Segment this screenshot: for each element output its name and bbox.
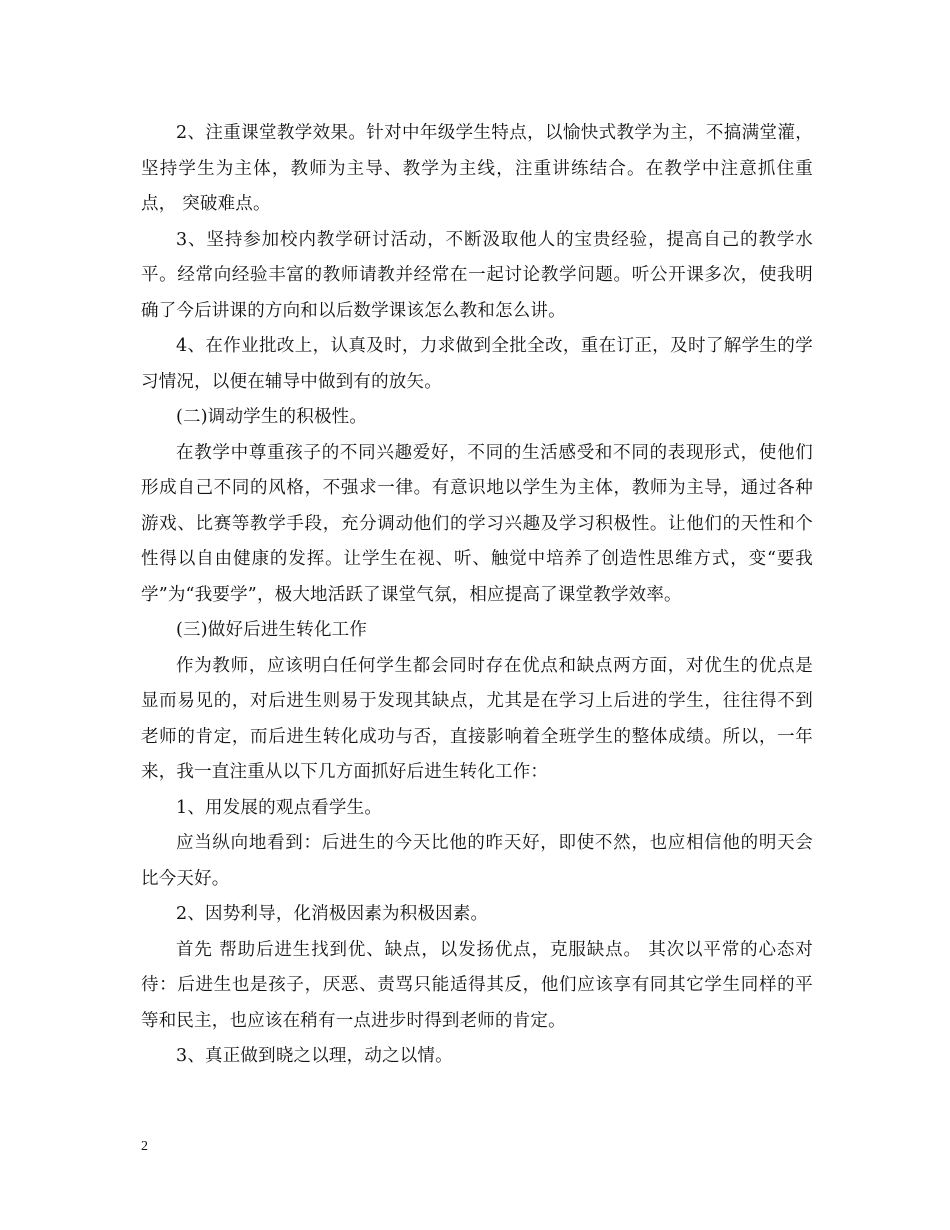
paragraph-item-2-guidance: 2、因势利导，化消极因素为积极因素。: [176, 904, 489, 924]
paragraph-student-motivation: 在教学中尊重孩子的不同兴趣爱好，不同的生活感受和不同的表现形式，使他们形成自己不同的风格，不强求一律。有意识地以学生为主体，教师为主导，通过各种游戏、比赛等教学手段，充分调动他们的学习兴趣及学习积极性。让他们的天性和个性得以自由健康的发挥。让学生在视、听、触觉中培养了创造性思维方式，变“要我学”为“我要学”，极大地活跃了课堂气氛，相应提高了课堂教学效率。: [141, 442, 813, 605]
paragraph-item-3-reason-and-emotion: 3、真正做到晓之以理，动之以情。: [176, 1046, 453, 1066]
paragraph-item-3-teaching-research: 3、坚持参加校内教学研讨活动，不断汲取他人的宝贵经验，提高自己的教学水平。经常向经验丰富的教师请教并经常在一起讨论教学问题。听公开课多次，使我明确了今后讲课的方向和以后数学课该怎么教和怎么讲。: [141, 229, 813, 321]
page-number: 2: [141, 1139, 148, 1154]
paragraph-guidance-detail: 首先 帮助后进生找到优、缺点，以发扬优点，克服缺点。 其次以平常的心态对待：后进生也是孩子，厌恶、责骂只能适得其反，他们应该享有同其它学生同样的平等和民主，也应该在稍有一点进步时得到老师的肯定。: [141, 939, 813, 1031]
section-heading-underachiever-support: (三)做好后进生转化工作: [176, 620, 368, 640]
paragraph-underachiever-intro: 作为教师，应该明白任何学生都会同时存在优点和缺点两方面，对优生的优点是显而易见的，对后进生则易于发现其缺点，尤其是在学习上后进的学生，往往得不到老师的肯定，而后进生转化成功与否，直接影响着全班学生的整体成绩。所以，一年来，我一直注重从以下几方面抓好后进生转化工作：: [141, 655, 813, 782]
paragraph-development-view-detail: 应当纵向地看到：后进生的今天比他的昨天好，即使不然，也应相信他的明天会比今天好。: [141, 833, 813, 889]
paragraph-item-1-development-view: 1、用发展的观点看学生。: [176, 797, 383, 818]
paragraph-item-4-homework-correction: 4、在作业批改上，认真及时，力求做到全批全改，重在订正，及时了解学生的学习情况，以便在辅导中做到有的放矢。: [141, 336, 813, 392]
paragraph-item-2-classroom-effect: 2、注重课堂教学效果。针对中年级学生特点，以愉快式教学为主，不搞满堂灌，坚持学生为主体，教师为主导、教学为主线，注重讲练结合。在教学中注意抓住重点， 突破难点。: [141, 123, 813, 214]
document-body: [141, 116, 813, 1075]
section-heading-student-motivation: (二)调动学生的积极性。: [176, 407, 368, 427]
